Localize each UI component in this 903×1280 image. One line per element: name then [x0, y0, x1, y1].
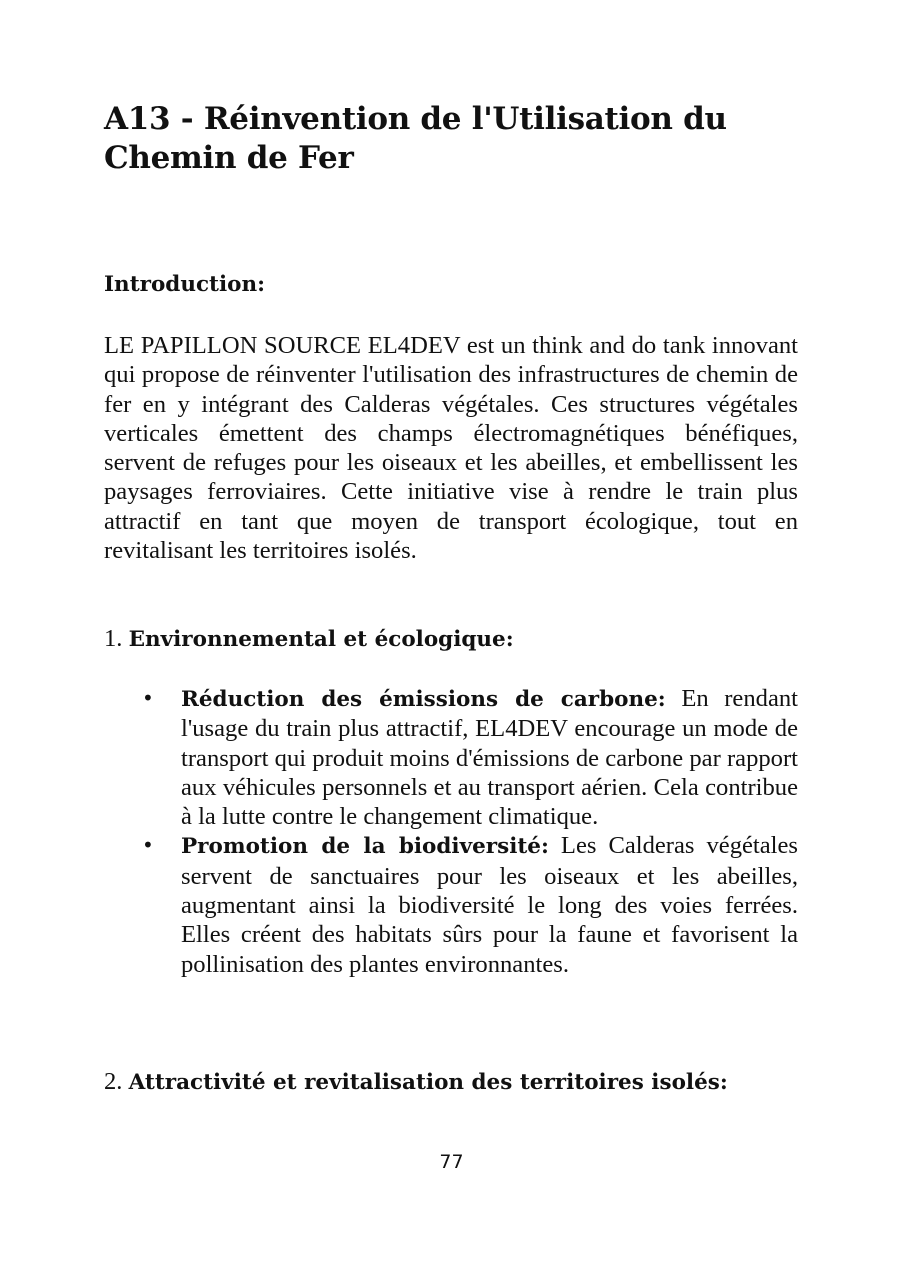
- section-1-heading: [104, 624, 798, 654]
- section-2-title: Attractivité et revitalisation des territoires isolés:: [128, 1070, 728, 1095]
- bullet-icon: •: [142, 833, 154, 858]
- bullet-lead-carbon: Réduction des émissions de carbone:: [181, 687, 666, 712]
- section-1-title: Environnemental et écologique:: [128, 627, 514, 652]
- bullet-icon: •: [142, 686, 154, 710]
- section-1-bullet-list: [104, 684, 798, 979]
- intro-paragraph: LE PAPILLON SOURCE EL4DEV est un think and do tank innovant qui propose de réinventer l'utilisation des infrastructures de chemin de fer en y intégrant des Calderas végétales. Ces structures végétales verticales émettent des champs électromagnétiques bénéfiques, servent de refuges pour les oiseaux et les abeilles, et embellissent les paysages ferroviaires. Cette initiative vise à rendre le train plus attractif en tant que moyen de transport écologique, tout en revitalisant les territoires isolés.: [104, 332, 798, 565]
- bullet-text-carbon: En rendant l'usage du train plus attractif, EL4DEV encourage un mode de transport qui produit moins d'émissions de carbone par rapport aux véhicules personnels et au transport aérien. Cela contribue à la lutte contre le changement climatique.: [181, 685, 798, 831]
- page-title: A13 - Réinvention de l'Utilisation du Chemin de Fer: [104, 101, 727, 176]
- bullet-text-biodiversity: Les Calderas végétales servent de sanctuaires pour les oiseaux et les abeilles, augmentant ainsi la biodiversité le long des voies ferrées. Elles créent des habitats sûrs pour la faune et favorisent la pollinisation des plantes environnantes.: [181, 832, 798, 978]
- bullet-item-carbon: [104, 684, 798, 831]
- section-1-number: 1.: [104, 625, 123, 652]
- intro-heading: Introduction:: [104, 272, 266, 297]
- page-number: 77: [439, 1151, 464, 1173]
- bullet-lead-biodiversity: Promotion de la biodiversité:: [181, 834, 549, 860]
- section-2-number: 2.: [104, 1068, 123, 1095]
- section-2-heading: [104, 1067, 798, 1097]
- bullet-item-biodiversity: [104, 831, 798, 978]
